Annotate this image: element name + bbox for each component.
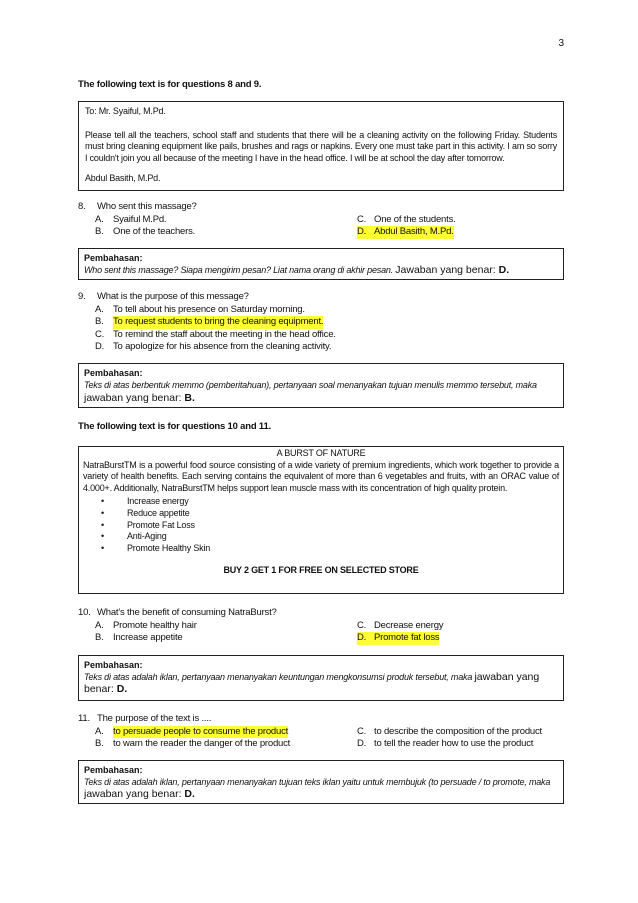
ad-offer: BUY 2 GET 1 FOR FREE ON SELECTED STORE [223, 565, 419, 576]
option-letter: D. [357, 738, 367, 749]
option-letter: A. [95, 725, 104, 737]
answer-prefix: jawaban yang benar: [84, 788, 182, 800]
pembahasan-9 [78, 363, 564, 408]
ad-title: A BURST OF NATURE [276, 448, 366, 458]
option-c: Decrease energy [374, 619, 444, 631]
ad-benefit-item: • Promote Healthy Skin [127, 543, 559, 555]
option-letter: C. [357, 725, 367, 737]
pembahasan-label: Pembahasan: [84, 765, 143, 775]
pembahasan-text: Teks di atas adalah iklan, pertanyaan menanyakan tujuan teks iklan yaitu untuk membujuk (to persuade / to promote, maka [84, 777, 551, 787]
memo-body: Please tell all the teachers, school staff and students that there will be a cleaning activity on the following Friday. Students must bring cleaning equipment like pails, brushes and rags or napkins. Every one must take part in this activity. I am so sorry I couldn't join you all because of the meeting I have in the head office. I will be at school the day after tomorrow. [85, 129, 557, 163]
option-letter: D. [95, 341, 105, 352]
option-letter: D. [357, 632, 367, 643]
option-d-correct: Promote fat loss [374, 632, 440, 643]
question-stem: Who sent this massage? [97, 201, 197, 212]
memo-from: Abdul Basith, M.Pd. [85, 173, 161, 183]
option-a-correct: to persuade people to consume the product [113, 725, 289, 737]
pembahasan-text: Teks di atas adalah iklan, pertanyaan menanyakan keuntungan mengkonsumsi produk tersebut, maka [84, 672, 473, 682]
answer-letter: D. [498, 264, 510, 276]
option-c: to describe the composition of the product [374, 725, 542, 737]
answer-letter: B. [184, 392, 195, 404]
option-b: Increase appetite [113, 632, 183, 643]
answer-prefix: Jawaban yang benar: [395, 264, 496, 276]
pembahasan-text: Teks di atas berbentuk memmo (pemberitahuan), pertanyaan soal menanyakan tujuan menulis memmo tersebut, maka [84, 380, 537, 390]
option-a: To tell about his presence on Saturday morning. [113, 303, 305, 315]
option-a: Syaiful M.Pd. [113, 213, 167, 225]
option-letter: D. [357, 226, 367, 237]
question-stem: What is the purpose of this message? [97, 291, 249, 302]
option-b: One of the teachers. [113, 226, 196, 237]
intro-questions-10-11: The following text is for questions 10 and 11. [78, 421, 271, 432]
option-c: To remind the staff about the meeting in the head office. [113, 328, 336, 340]
question-10 [78, 607, 564, 645]
option-letter: A. [95, 213, 104, 225]
pembahasan-10 [78, 655, 564, 701]
question-number: 8. [78, 201, 86, 212]
answer-letter: D. [116, 683, 128, 695]
pembahasan-label: Pembahasan: [84, 660, 143, 670]
question-11 [78, 713, 564, 751]
answer-prefix: jawaban yang benar: [84, 392, 182, 404]
option-letter: C. [357, 619, 367, 631]
memo-box [78, 101, 564, 191]
question-number: 9. [78, 291, 86, 302]
question-8 [78, 201, 564, 239]
answer-letter: D. [184, 788, 195, 800]
question-9 [78, 291, 564, 354]
question-stem: The purpose of the text is .... [97, 713, 212, 724]
option-c: One of the students. [374, 213, 456, 225]
option-letter: C. [95, 328, 105, 340]
ad-body: NatraBurstTM is a powerful food source consisting of a wide variety of premium ingredients, which work together to provide a variety of health benefits. Each serving contains the equivalent of more than 6 vegetables and fruits, with an ORAC value of 4.000+. Additionally, NatraBurstTM helps support lean muscle mass with its concentration of high quality protein. [83, 459, 559, 493]
option-letter: B. [95, 226, 104, 237]
question-stem: What's the benefit of consuming NatraBurst? [97, 607, 277, 618]
ad-benefit-item: • Anti-Aging [127, 531, 559, 543]
pembahasan-label: Pembahasan: [84, 253, 143, 263]
ad-benefit-item: • Promote Fat Loss [127, 520, 559, 532]
option-letter: A. [95, 619, 104, 631]
ad-benefit-item: • Reduce appetite [127, 508, 559, 520]
page-number: 3 [558, 38, 564, 49]
answer-prefix: jawaban yang benar: [84, 671, 540, 695]
ad-benefit-item: • Increase energy [127, 496, 559, 508]
question-number: 11. [78, 713, 90, 724]
option-b: to warn the reader the danger of the product [113, 738, 291, 749]
question-number: 10. [78, 607, 91, 618]
option-letter: B. [95, 738, 104, 749]
intro-questions-8-9: The following text is for questions 8 and 9. [78, 79, 262, 90]
option-letter: B. [95, 632, 104, 643]
ad-benefit-list [83, 496, 559, 554]
option-letter: A. [95, 303, 104, 315]
option-letter: C. [357, 213, 367, 225]
option-d: to tell the reader how to use the product [374, 738, 534, 749]
advertisement-box [78, 446, 564, 594]
pembahasan-11 [78, 760, 564, 804]
pembahasan-8 [78, 248, 564, 280]
option-a: Promote healthy hair [113, 619, 197, 631]
option-d-correct: Abdul Basith, M.Pd. [374, 226, 454, 237]
option-letter: B. [95, 316, 104, 327]
pembahasan-text: Who sent this massage? Siapa mengirim pesan? Liat nama orang di akhir pesan. [84, 265, 393, 275]
pembahasan-label: Pembahasan: [84, 368, 143, 378]
option-b-correct: To request students to bring the cleaning equipment. [113, 316, 324, 327]
option-d: To apologize for his absence from the cleaning activity. [113, 341, 332, 352]
memo-to: To: Mr. Syaiful, M.Pd. [85, 106, 166, 116]
